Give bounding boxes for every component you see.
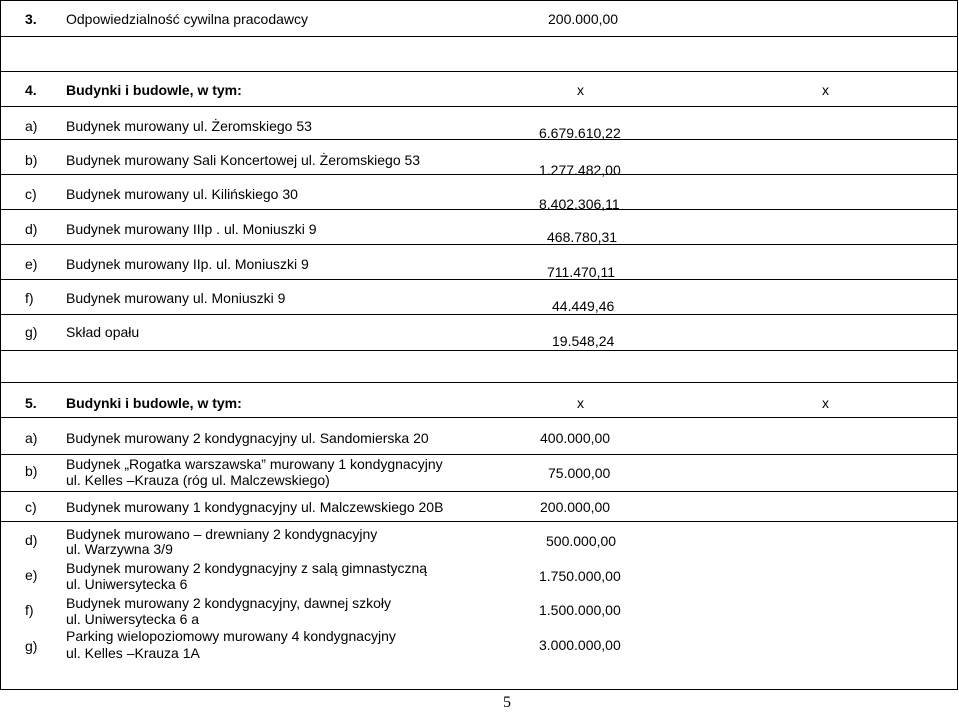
row-divider [0, 350, 958, 351]
item-description: Budynek murowany IIp. ul. Moniuszki 9 [66, 256, 309, 272]
row-divider [0, 417, 958, 418]
row-divider [0, 521, 958, 522]
item-description: Skład opału [66, 324, 140, 340]
row-divider [0, 382, 958, 383]
item-letter: g) [25, 324, 38, 340]
item-description: Budynek murowany Sali Koncertowej ul. Żeromskiego 53 [66, 152, 421, 168]
row-divider [0, 209, 958, 210]
item-value: 1.750.000,00 [539, 568, 621, 584]
item-letter: g) [25, 638, 38, 654]
item-description: Budynek murowany 2 kondygnacyjny ul. Sandomierska 20 [66, 430, 429, 446]
item-value: 1.500.000,00 [539, 602, 621, 618]
row-divider [0, 71, 958, 72]
item-value: 1.277.482,00 [539, 162, 621, 178]
table-border-right [957, 0, 958, 690]
item-value: 400.000,00 [540, 430, 611, 446]
item-letter: d) [25, 221, 38, 237]
row-divider [0, 139, 958, 140]
item-letter: e) [25, 256, 38, 272]
item-description: Budynek murowany 1 kondygnacyjny ul. Malczewskiego 20B [66, 499, 444, 515]
item-value: 500.000,00 [546, 533, 617, 549]
item-letter: c) [25, 499, 37, 515]
row-divider [0, 244, 958, 245]
item-value: 44.449,46 [552, 298, 615, 314]
item-letter: a) [25, 430, 38, 446]
item-value: 75.000,00 [548, 465, 611, 481]
item-description: Budynek murowany IIIp . ul. Moniuszki 9 [66, 221, 317, 237]
row-number: 3. [25, 11, 37, 27]
row-divider [0, 689, 958, 690]
item-letter: c) [25, 186, 37, 202]
row-divider [0, 106, 958, 107]
item-value: 3.000.000,00 [539, 637, 621, 653]
item-letter: e) [25, 567, 38, 583]
item-value: 711.470,11 [547, 264, 615, 280]
item-value: 468.780,31 [547, 229, 618, 245]
item-value: 6.679.610,22 [539, 125, 621, 141]
row-value: 200.000,00 [548, 11, 619, 27]
row-divider [0, 491, 958, 492]
section-x-mark: x [822, 395, 829, 411]
item-description: Budynek murowany 2 kondygnacyjny z salą gimnastyczną [66, 560, 428, 576]
section-title: Budynki i budowle, w tym: [66, 395, 242, 411]
section-x-mark: x [577, 82, 584, 98]
row-description: Odpowiedzialność cywilna pracodawcy [66, 11, 309, 27]
item-description: Budynek murowano – drewniany 2 kondygnacyjny [66, 526, 378, 542]
item-value: 19.548,24 [552, 333, 615, 349]
page-number: 5 [503, 694, 511, 711]
item-description: ul. Uniwersytecka 6 a [66, 611, 200, 627]
table-border-left [0, 0, 1, 690]
row-divider [0, 0, 958, 1]
item-description: Budynek murowany 2 kondygnacyjny, dawnej szkoły [66, 595, 392, 611]
item-value: 200.000,00 [540, 499, 611, 515]
item-letter: f) [25, 602, 34, 618]
section-x-mark: x [822, 82, 829, 98]
item-description: ul. Warzywna 3/9 [66, 541, 173, 557]
row-divider [0, 314, 958, 315]
section-title: Budynki i budowle, w tym: [66, 82, 242, 98]
item-description: Parking wielopoziomowy murowany 4 kondygnacyjny [66, 628, 396, 644]
item-letter: a) [25, 118, 38, 134]
item-value: 8.402.306,11 [539, 196, 620, 212]
row-divider [0, 454, 958, 455]
section-number: 4. [25, 82, 37, 98]
row-divider [0, 36, 958, 37]
item-description: Budynek murowany ul. Żeromskiego 53 [66, 118, 312, 134]
row-divider [0, 279, 958, 280]
item-description: Budynek murowany ul. Moniuszki 9 [66, 290, 286, 306]
item-letter: d) [25, 532, 38, 548]
item-description: Budynek murowany ul. Kilińskiego 30 [66, 186, 298, 202]
section-number: 5. [25, 395, 37, 411]
item-description: ul. Kelles –Krauza (róg ul. Malczewskiego) [66, 472, 330, 488]
item-description: ul. Uniwersytecka 6 [66, 576, 188, 592]
item-description: ul. Kelles –Krauza 1A [66, 645, 200, 661]
item-description: Budynek „Rogatka warszawska” murowany 1 kondygnacyjny [66, 456, 443, 472]
item-letter: b) [25, 152, 38, 168]
row-divider [0, 174, 958, 175]
item-letter: f) [25, 290, 34, 306]
section-x-mark: x [577, 395, 584, 411]
item-letter: b) [25, 463, 38, 479]
